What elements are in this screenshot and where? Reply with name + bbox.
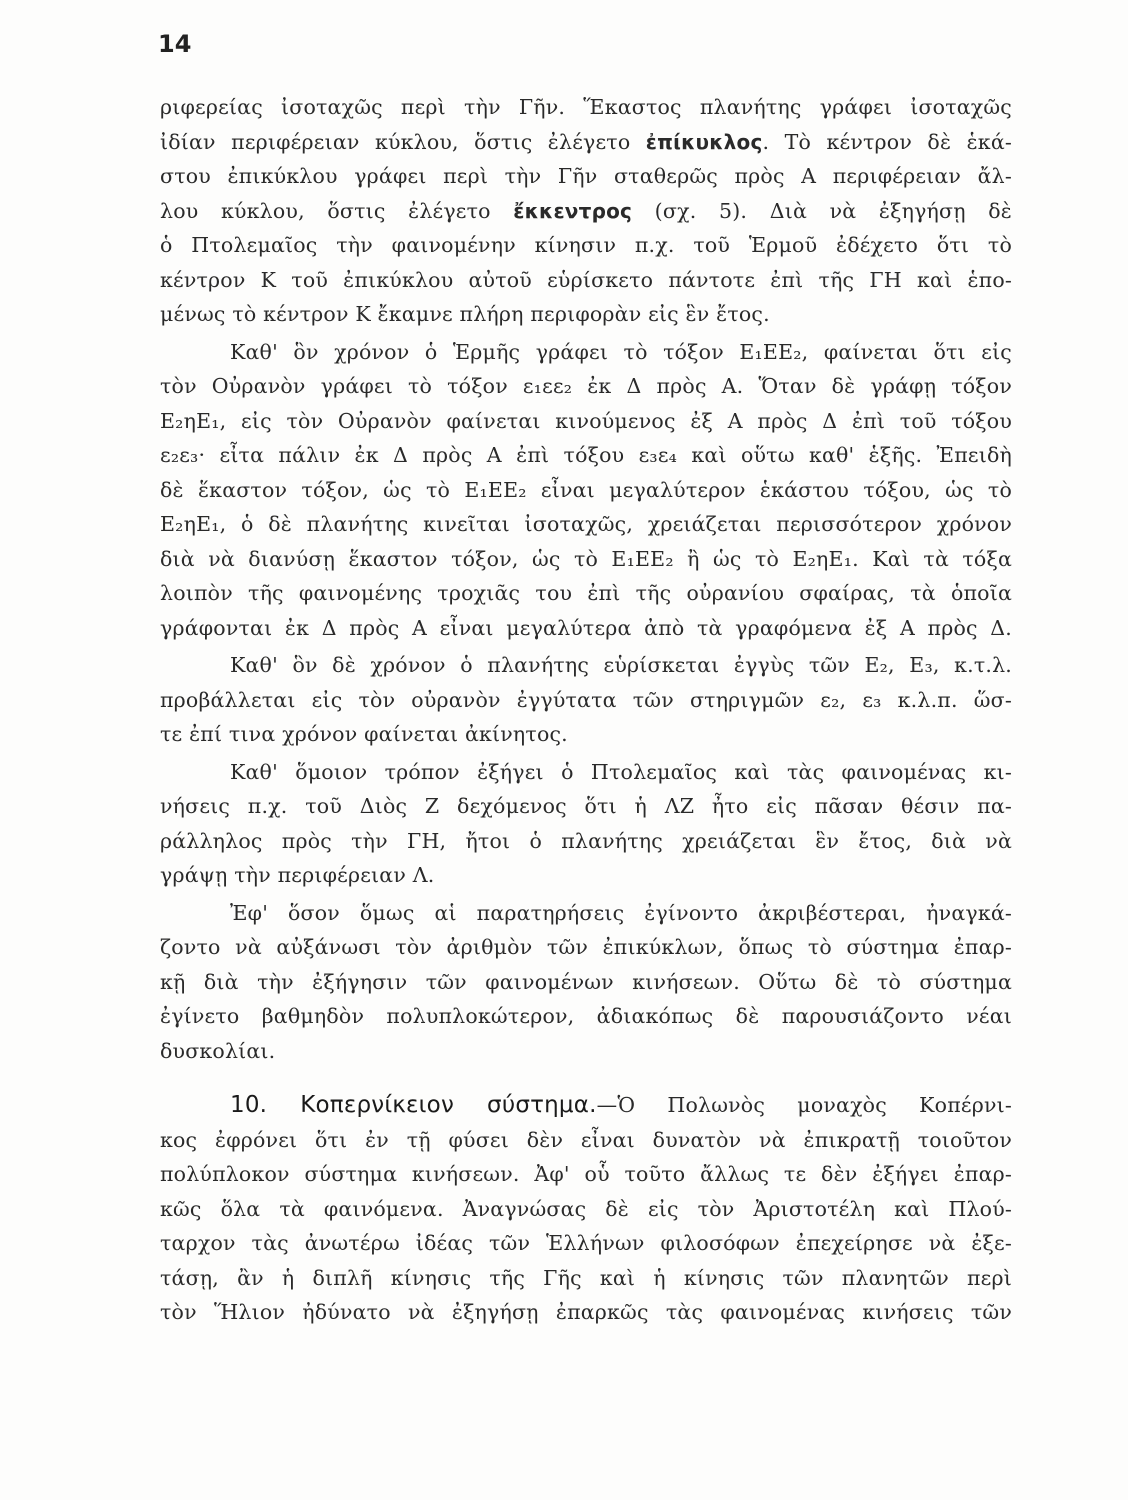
text-line: Καθ' ὃν χρόνον ὁ Ἑρμῆς γράφει τὸ τόξον Ε₁ΕΕ₂, φαίνεται ὅτι εἰς	[230, 339, 1012, 364]
text-line: κῶς ὅλα τὰ φαινόμενα. Ἀναγνώσας δὲ εἰς τὸν Ἀριστοτέλη καὶ Πλού-	[160, 1196, 1012, 1221]
text-line: ταρχον τὰς ἀνωτέρω ἰδέας τῶν Ἑλλήνων φιλοσόφων ἐπεχείρησε νὰ ἐξε-	[160, 1231, 1012, 1255]
text-line: τὸν Οὐρανὸν γράφει τὸ τόξον ε₁εε₂ ἐκ Δ πρὸς Α. Ὅταν δὲ γράφῃ τόξον	[160, 374, 1012, 398]
paragraph-complexity	[160, 896, 1012, 1069]
text-line: Ε₂ηΕ₁, ὁ δὲ πλανήτης κινεῖται ἰσοταχῶς, χρειάζεται περισσότερον χρόνον	[160, 512, 1012, 536]
text-fragment: ἰδίαν περιφέρειαν κύκλου, ὅστις ἐλέγετο	[160, 129, 646, 154]
text-line: ε₂ε₃· εἶτα πάλιν ἐκ Δ πρὸς Α ἐπὶ τόξου ε₃ε₄ καὶ οὕτω καθ' ἑξῆς. Ἐπειδὴ	[160, 443, 1012, 467]
section-heading: 10. Κοπερνίκειον σύστημα.	[230, 1092, 597, 1118]
text-line	[160, 1088, 1012, 1123]
text-line: ἐγίνετο βαθμηδὸν πολυπλοκώτερον, ἀδιακόπως δὲ παρουσιάζοντο νέαι	[160, 1004, 1012, 1028]
text-line: τε ἐπί τινα χρόνον φαίνεται ἀκίνητος.	[160, 722, 568, 746]
term-epicycle: ἐπίκυκλος	[645, 129, 763, 154]
text-line: κος ἐφρόνει ὅτι ἐν τῇ φύσει δὲν εἶναι δυνατὸν νὰ ἐπικρατῇ τοιοῦτον	[160, 1127, 1012, 1152]
body-text	[160, 90, 1012, 1330]
text-line: τάσῃ, ἂν ἡ διπλῆ κίνησις τῆς Γῆς καὶ ἡ κίνησις τῶν πλανητῶν περὶ	[160, 1265, 1012, 1290]
text-fragment: . Τὸ κέντρον δὲ ἑκά-	[762, 129, 1012, 154]
text-line	[160, 194, 1012, 229]
text-line: Καθ' ὅμοιον τρόπον ἐξήγει ὁ Πτολεμαῖος καὶ τὰς φαινομένας κι-	[230, 759, 1012, 784]
text-line: λοιπὸν τῆς φαινομένης τροχιᾶς του ἐπὶ τῆς οὐρανίου σφαίρας, τὰ ὁποῖα	[160, 581, 1012, 605]
text-line: μένως τὸ κέντρον Κ ἔκαμνε πλήρη περιφορὰν εἰς ἓν ἔτος.	[160, 302, 770, 326]
section-copernican-system	[160, 1088, 1012, 1330]
text-line: Καθ' ὃν δὲ χρόνον ὁ πλανήτης εὑρίσκεται ἐγγὺς τῶν Ε₂, Ε₃, κ.τ.λ.	[230, 653, 1012, 677]
term-eccentric: ἔκκεντρος	[513, 198, 633, 223]
text-line: ράλληλος πρὸς τὴν ΓΗ, ἤτοι ὁ πλανήτης χρειάζεται ἓν ἔτος, διὰ νὰ	[160, 828, 1012, 853]
text-line	[160, 125, 1012, 160]
text-line: ριφερείας ἰσοταχῶς περὶ τὴν Γῆν. Ἕκαστος πλανήτης γράφει ἰσοταχῶς	[160, 95, 1012, 119]
text-line: κῇ διὰ τὴν ἐξήγησιν τῶν φαινομένων κινήσεων. Οὕτω δὲ τὸ σύστημα	[160, 969, 1012, 994]
text-line: στου ἐπικύκλου γράφει περὶ τὴν Γῆν σταθερῶς πρὸς Α περιφέρειαν ἄλ-	[160, 164, 1012, 188]
text-line: δὲ ἕκαστον τόξον, ὡς τὸ Ε₁ΕΕ₂ εἶναι μεγαλύτερον ἑκάστου τόξου, ὡς τὸ	[160, 477, 1012, 502]
text-line: νήσεις π.χ. τοῦ Διὸς Ζ δεχόμενος ὅτι ἡ ΛΖ ἦτο εἰς πᾶσαν θέσιν πα-	[160, 794, 1012, 818]
text-line: προβάλλεται εἰς τὸν οὐρανὸν ἐγγύτατα τῶν στηριγμῶν ε₂, ε₃ κ.λ.π. ὥσ-	[160, 687, 1012, 712]
text-line: πολύπλοκον σύστημα κινήσεων. Ἀφ' οὗ τοῦτο ἄλλως τε δὲν ἐξήγει ἐπαρ-	[160, 1162, 1012, 1186]
paragraph-stationary	[160, 648, 1012, 752]
text-line: γράψῃ τὴν περιφέρειαν Λ.	[160, 863, 435, 887]
paragraph-jupiter	[160, 755, 1012, 893]
paragraph-epicycle	[160, 90, 1012, 332]
text-line: ὁ Πτολεμαῖος τὴν φαινομένην κίνησιν π.χ. τοῦ Ἑρμοῦ ἐδέχετο ὅτι τὸ	[160, 233, 1012, 257]
text-line: Ἐφ' ὅσον ὅμως αἱ παρατηρήσεις ἐγίνοντο ἀκριβέστεραι, ἠναγκά-	[230, 900, 1012, 925]
text-fragment: λου κύκλου, ὅστις ἐλέγετο	[160, 198, 514, 223]
text-line: διὰ νὰ διανύσῃ ἕκαστον τόξον, ὡς τὸ Ε₁ΕΕ₂ ἢ ὡς τὸ Ε₂ηΕ₁. Καὶ τὰ τόξα	[160, 546, 1012, 571]
text-fragment: (σχ. 5). Διὰ νὰ ἐξηγήσῃ δὲ	[632, 198, 1012, 223]
text-line: Ε₂ηΕ₁, εἰς τὸν Οὐρανὸν φαίνεται κινούμενος ἐξ Α πρὸς Δ ἐπὶ τοῦ τόξου	[160, 408, 1012, 433]
text-line: κέντρον Κ τοῦ ἐπικύκλου αὐτοῦ εὑρίσκετο πάντοτε ἐπὶ τῆς ΓΗ καὶ ἑπο-	[160, 267, 1012, 292]
text-fragment: —Ὁ Πολωνὸς μοναχὸς Κοπέρνι-	[596, 1093, 1012, 1117]
text-line: ζοντο νὰ αὐξάνωσι τὸν ἀριθμὸν τῶν ἐπικύκλων, ὅπως τὸ σύστημα ἐπαρ-	[160, 935, 1012, 959]
text-line: τὸν Ἥλιον ἠδύνατο νὰ ἐξηγήσῃ ἐπαρκῶς τὰς φαινομένας κινήσεις τῶν	[160, 1300, 1012, 1324]
text-line: γράφονται ἐκ Δ πρὸς Α εἶναι μεγαλύτερα ἀπὸ τὰ γραφόμενα ἐξ Α πρὸς Δ.	[160, 615, 1012, 640]
text-line: δυσκολίαι.	[160, 1038, 276, 1063]
paragraph-mercury-arcs	[160, 335, 1012, 646]
page-number: 14	[158, 30, 192, 58]
